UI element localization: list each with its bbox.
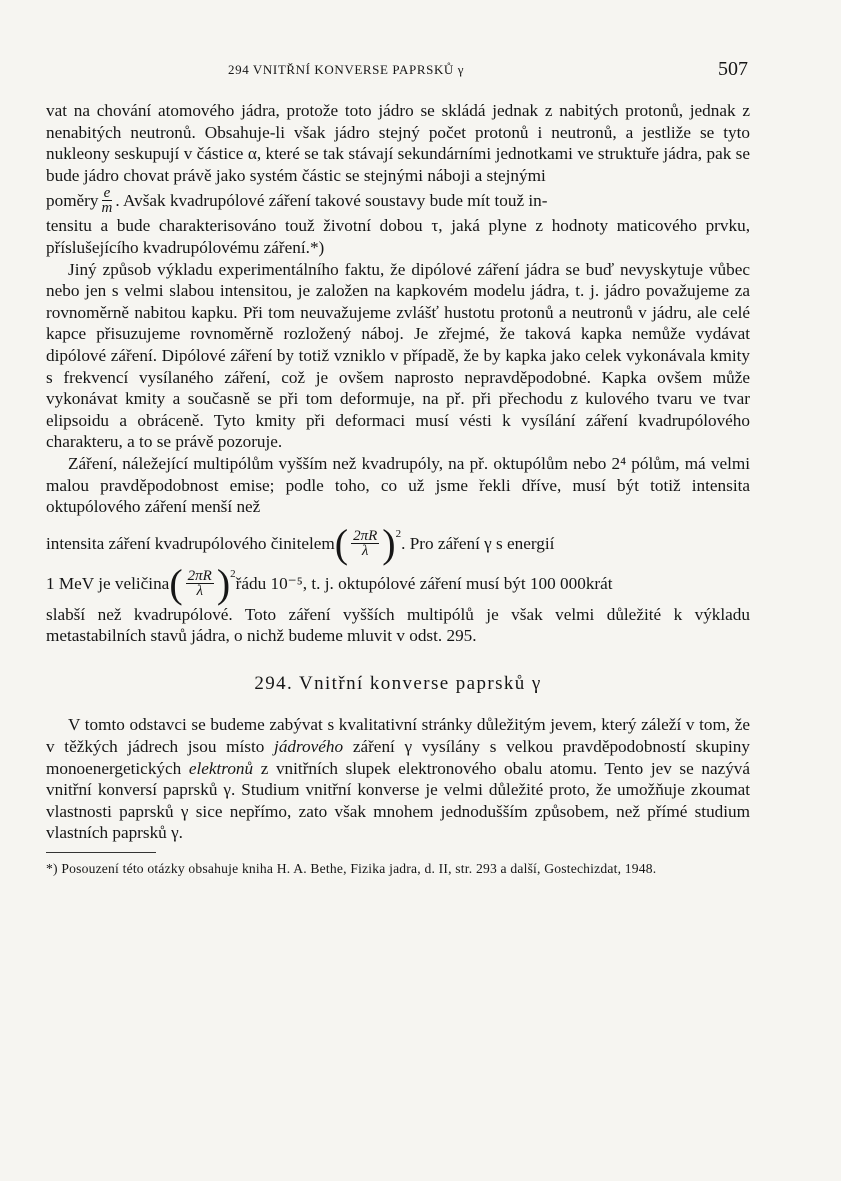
exponent: 2 bbox=[395, 527, 402, 540]
formula-2piR-over-lambda: ( $\frac{2\pi R}{\lambda}$ ) $^2$ bbox=[169, 560, 236, 606]
formula-line-text: 1 MeV je veličina bbox=[46, 573, 170, 593]
ratio-label: poměry bbox=[46, 191, 99, 211]
paragraph-text: slabší než kvadrupólové. Toto záření vyšších multipólů je však velmi důležité k výkladu metastabilních stavů jádra, o nichž budeme mluvit v odst. 295. bbox=[46, 604, 750, 646]
running-head-title: 294 VNITŘNÍ KONVERSE PAPRSKŮ γ bbox=[228, 62, 465, 77]
fraction-denominator: λ bbox=[361, 543, 369, 560]
page-number: 507 bbox=[718, 58, 748, 80]
paragraph-continued-end bbox=[46, 215, 750, 258]
paragraph-droplet-model: Jiný způsob výkladu experimentálního faktu, že dipólové záření jádra se buď nevyskytuje vůbec nebo jen s velmi slabou intensitou, je založen na kapkovém modelu jádra, t. j. jádro považujeme za rovnoměrně nabitou kapku. Při tom neuvažujeme zvlášť hustotu protonů a neutronů v jádru, ale celé kapce přisuzujeme rovnoměrně rozložený náboj. Je zřejmé, že taková kapka nemůže vydávat dipólové záření. Dipólové záření by totiž vzniklo v případě, že by kapka jako celek vykonávala kmity s frekvencí vysílaného záření, což je ovšem naprosto nepravděpodobné. Kapka ovšem může vykonávat kmity a současně se při tom deformuje, na př. při přechodu z kulového tvaru ve tvar elipsoidu a obráceně. Tyto kmity při deformaci musí vésti k vysílání záření kvadrupólového charakteru, a to se právě pozoruje. bbox=[46, 259, 750, 452]
body-text bbox=[46, 100, 750, 879]
ratio-line-text: . Avšak kvadrupólové záření takové soustavy bude mít touž in- bbox=[115, 191, 548, 211]
paragraph-continued bbox=[46, 100, 750, 186]
fraction-numerator: e bbox=[103, 185, 111, 202]
exponent: 2 bbox=[230, 567, 236, 580]
fraction-numerator: 2πR bbox=[187, 568, 212, 585]
footnote: *) Posouzení této otázky obsahuje kniha H. A. Bethe, Fizika jadra, d. II, str. 293 a další, Gostechizdat, 1948. bbox=[46, 861, 657, 877]
formula-line-text: . Pro záření γ s energií bbox=[401, 533, 555, 553]
paragraph-internal-conversion bbox=[46, 714, 750, 844]
formula-line-text: řádu 10⁻⁵, t. j. oktupólové záření musí být 100 000krát bbox=[235, 573, 613, 593]
formula-line-text: intensita záření kvadrupólového činitelem bbox=[46, 533, 335, 553]
paragraph-multipoles-end bbox=[46, 604, 750, 647]
section-heading: 294. Vnitřní konverse paprsků γ bbox=[254, 672, 542, 694]
formula-2piR-over-lambda: ( $\frac{2\pi R}{\lambda}$ ) $^2$ bbox=[334, 520, 402, 566]
paragraph-text: záření γ vysílány s velkou pravděpodobností skupiny monoenergetických bbox=[46, 737, 750, 778]
footnote-rule bbox=[46, 852, 156, 853]
paragraph-text: z vnitřních slupek elektronového obalu atomu. Tento jev se nazývá vnitřní konversí paprsků γ. Studium vnitřní konverse je velmi důležité proto, že umožňuje zkoumat vlastnosti paprsků γ sice nepřímo, zato však mnohem jednodušším způsobem, než přímé studium vlastních paprsků γ. bbox=[46, 758, 751, 843]
formula-line-b bbox=[46, 560, 750, 606]
paragraph-text: V tomto odstavci se budeme zabývat s kvalitativní stránky důležitým jevem, který záleží v tom, že v těžkých jádrech jsou místo bbox=[46, 715, 750, 757]
paragraph-text: tensitu a bude charakterisováno touž životní dobou τ, jaká plyne z hodnoty maticového prvku, příslušejícího kvadrupólovému záření.*) bbox=[46, 216, 750, 257]
book-page bbox=[38, 56, 750, 1156]
fraction-numerator: 2πR bbox=[353, 528, 378, 545]
formula-line-a bbox=[46, 520, 750, 566]
emphasis-word: elektronů bbox=[188, 758, 254, 778]
emphasis-word: jádrového bbox=[274, 737, 344, 757]
ratio-line bbox=[46, 186, 750, 215]
paragraph-text: Záření, náležející multipólům vyšším než kvadrupóly, na př. oktupólům nebo 2⁴ pólům, má velmi malou pravděpodobnost emise; podle toho, co už jsme řekli dříve, musí být totiž intensita oktupólového záření menší než bbox=[46, 453, 750, 517]
fraction-denominator: λ bbox=[196, 583, 203, 600]
paragraph-multipoles bbox=[46, 453, 750, 518]
running-head bbox=[38, 56, 750, 86]
fraction-e-over-m bbox=[102, 186, 113, 215]
fraction-denominator: m bbox=[101, 200, 113, 217]
paragraph-text: vat na chování atomového jádra, protože toto jádro se skládá jednak z nabitých protonů, jednak z nenabitých neutronů. Obsahuje-li však jádro stejný počet protonů i neutronů, a jestliže se tyto nukleony seskupují v částice α, které se tak stávají sekundárními jednotkami ve struktuře jádra, pak se bude jádro chovat právě jako systém částic se stejnými náboji a stejnými bbox=[46, 101, 750, 185]
